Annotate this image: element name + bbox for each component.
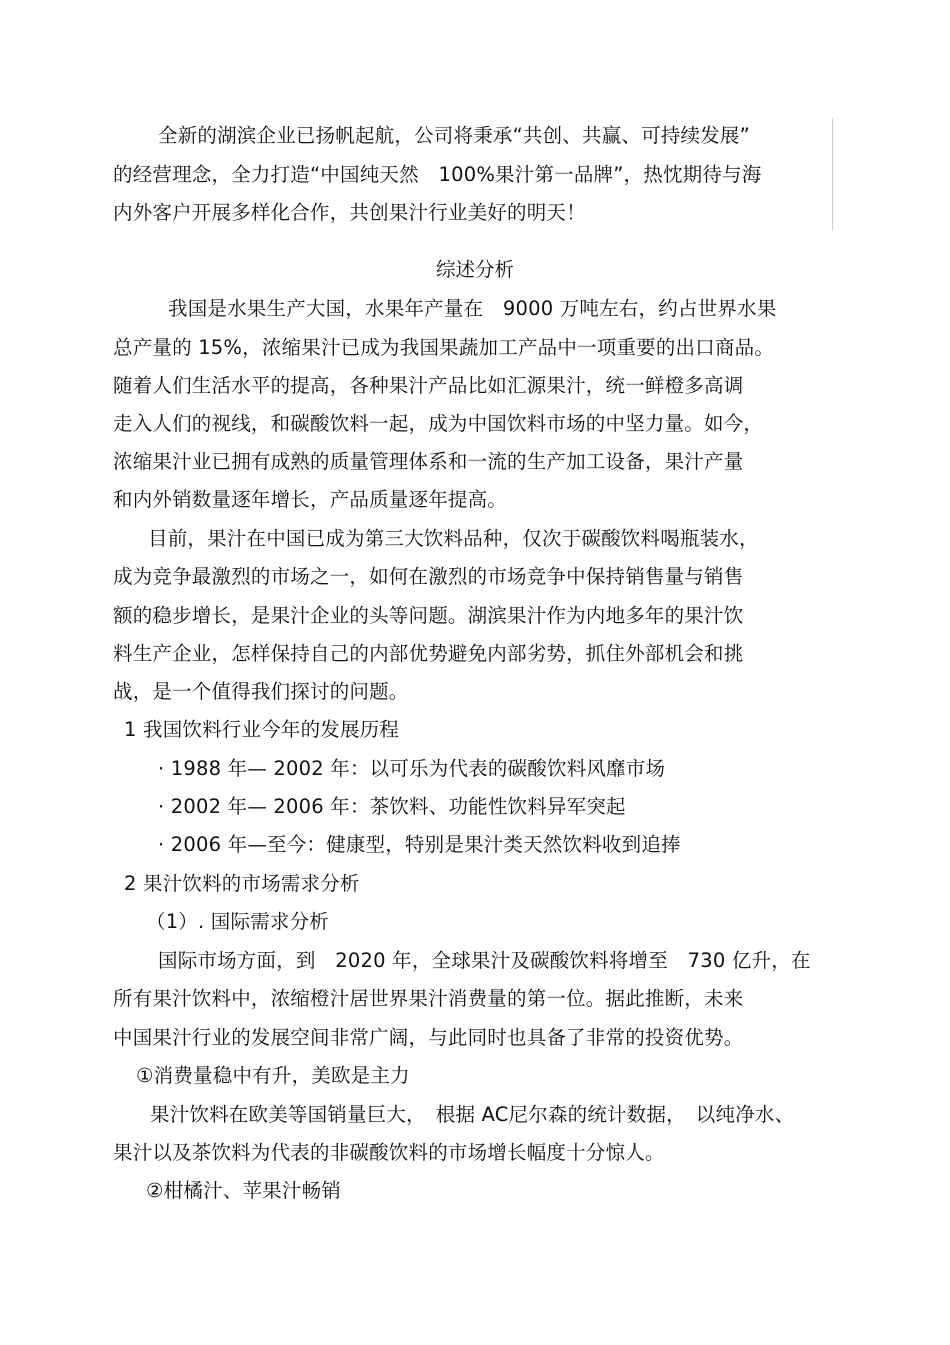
para1-line-2: 总产量的 15%，浓缩果汁已成为我国果蔬加工产品中一项重要的出口商品。 (113, 336, 775, 359)
point-citrus-apple: ②柑橘汁、苹果汁畅销 (146, 1179, 341, 1202)
para2-line-1: 目前，果汁在中国已成为第三大饮料品种，仅次于碳酸饮料喝瓶装水， (148, 527, 759, 550)
margin-rule (832, 118, 833, 230)
para1-line-6: 和内外销数量逐年增长，产品质量逐年提高。 (113, 488, 508, 511)
para4-line-2: 果汁以及茶饮料为代表的非碳酸饮料的市场增长幅度十分惊人。 (113, 1141, 665, 1164)
para2-line-2: 成为竞争最激烈的市场之一，如何在激烈的市场竞争中保持销售量与销售 (113, 565, 744, 588)
para4-line-1: 果汁饮料在欧美等国销量巨大， 根据 AC尼尔森的统计数据， 以纯净水、 (150, 1103, 795, 1126)
para3-line-2: 所有果汁饮料中，浓缩橙汁居世界果汁消费量的第一位。据此推断，未来 (113, 987, 744, 1010)
point-consumption: ①消费量稳中有升，美欧是主力 (136, 1064, 410, 1087)
para3-line-3: 中国果汁行业的发展空间非常广阔，与此同时也具备了非常的投资优势。 (113, 1026, 744, 1049)
para1-line-4: 走入人们的视线，和碳酸饮料一起，成为中国饮料市场的中坚力量。如今， (113, 412, 764, 435)
timeline-item-3: · 2006 年—至今：健康型，特别是果汁类天然饮料收到追捧 (158, 833, 681, 856)
para2-line-5: 战，是一个值得我们探讨的问题。 (113, 680, 409, 703)
heading-industry-history: 1 我国饮料行业今年的发展历程 (124, 718, 400, 741)
para1-line-5: 浓缩果汁业已拥有成熟的质量管理体系和一流的生产加工设备，果汁产量 (113, 450, 744, 473)
intro-line-1: 全新的湖滨企业已扬帆起航，公司将秉承“共创、共赢、可持续发展” (158, 124, 750, 147)
intro-line-3: 内外客户开展多样化合作，共创果汁行业美好的明天！ (113, 201, 586, 224)
para2-line-3: 额的稳步增长，是果汁企业的头等问题。湖滨果汁作为内地多年的果汁饮 (113, 604, 744, 627)
subheading-international-demand: （1）. 国际需求分析 (146, 910, 330, 933)
intro-line-2: 的经营理念，全力打造“中国纯天然 100%果汁第一品牌”，热忱期待与海 (113, 163, 762, 186)
para1-line-1: 我国是水果生产大国，水果年产量在 9000 万吨左右，约占世界水果 (168, 297, 777, 320)
heading-market-demand: 2 果汁饮料的市场需求分析 (124, 872, 360, 895)
para3-line-1: 国际市场方面，到 2020 年，全球果汁及碳酸饮料将增至 730 亿升，在 (158, 949, 811, 972)
section-title: 综述分析 (435, 258, 514, 281)
para1-line-3: 随着人们生活水平的提高，各种果汁产品比如汇源果汁，统一鲜橙多高调 (113, 374, 744, 397)
timeline-item-2: · 2002 年— 2006 年：茶饮料、功能性饮料异军突起 (158, 795, 626, 818)
timeline-item-1: · 1988 年— 2002 年：以可乐为代表的碳酸饮料风靡市场 (158, 757, 666, 780)
para2-line-4: 料生产企业，怎样保持自己的内部优势避免内部劣势，抓住外部机会和挑 (113, 642, 744, 665)
